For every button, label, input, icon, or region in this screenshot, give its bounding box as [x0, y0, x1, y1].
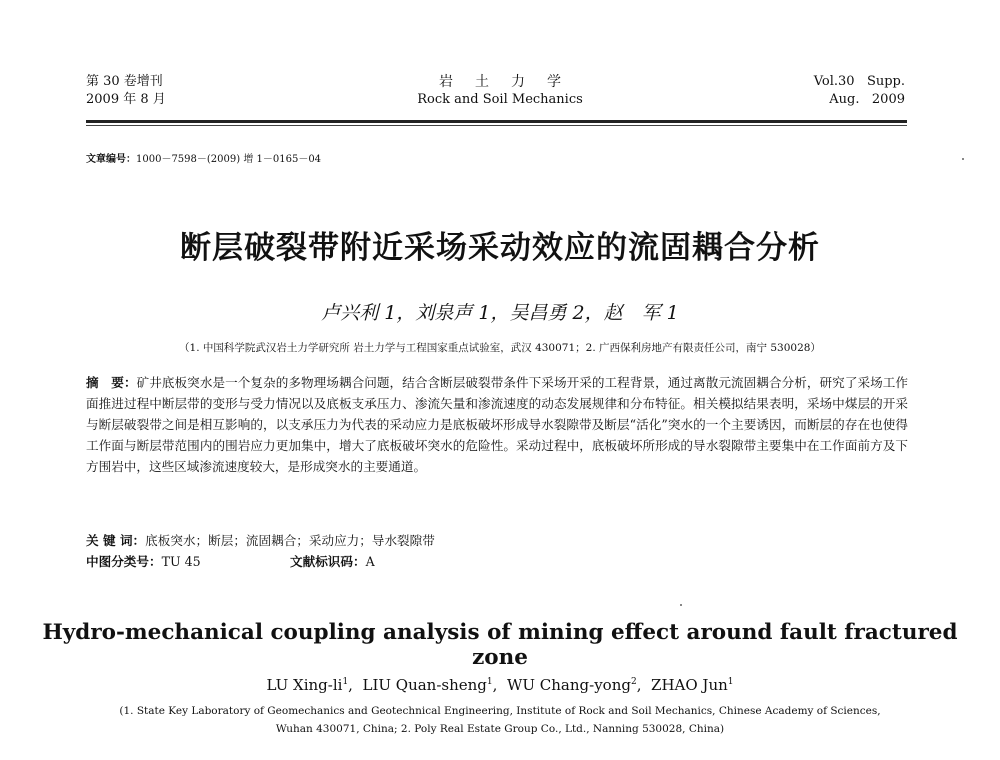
keywords: [86, 530, 435, 551]
volume-en: Vol.30 Supp.: [813, 74, 905, 89]
header-rule-thin: [86, 125, 907, 126]
scan-speck: [962, 158, 964, 160]
volume-cn: 第 30 卷增刊: [86, 74, 163, 89]
date-en: Aug. 2009: [829, 92, 905, 107]
title-cn: 断层破裂带附近采场采动效应的流固耦合分析: [180, 230, 820, 266]
article-number-value: 1000－7598－(2009) 增 1－0165－04: [136, 154, 322, 165]
running-header-center: [380, 73, 620, 109]
author-en: LIU Quan-sheng$^1$,: [362, 676, 507, 694]
affiliation-en-line2: Wuhan 430071, China; 2. Poly Real Estate Group Co., Ltd., Nanning 530028, China): [275, 723, 725, 735]
keywords-text: 底板突水；断层；流固耦合；采动应力；导水裂隙带: [145, 533, 435, 548]
journal-name-cn: 岩土力学: [439, 74, 583, 90]
title-en: Hydro-mechanical coupling analysis of mining effect around fault fractured zone: [42, 620, 958, 670]
authors-cn: 卢兴利 1，刘泉声 1，吴昌勇 2，赵 军 1: [321, 302, 679, 324]
affiliation-cn: （1. 中国科学院武汉岩土力学研究所 岩土力学与工程国家重点试验室，武汉 430071；2. 广西保利房地产有限责任公司，南宁 530028）: [179, 342, 821, 354]
classification-label: 中图分类号：: [86, 554, 162, 569]
affiliation-en-line1: (1. State Key Laboratory of Geomechanics and Geotechnical Engineering, Institute of Rock and Soil Mechanics, Chinese Academy of Sciences,: [119, 705, 881, 717]
scan-speck: [680, 604, 682, 606]
author-en: LU Xing-$li^1$,: [266, 676, 363, 694]
journal-name-en: Rock and Soil Mechanics: [417, 92, 583, 107]
header-rule-thick: [86, 120, 907, 123]
document-code: [290, 551, 375, 572]
article-number: [86, 150, 321, 165]
running-header-left: [86, 73, 166, 109]
document-code-value: A: [365, 554, 375, 569]
abstract-label: 摘 要：: [86, 375, 137, 390]
article-number-label: 文章编号：: [86, 154, 136, 165]
keywords-label: 关 键 词：: [86, 533, 146, 548]
author-en: ZHAO Jun$^1$: [651, 676, 734, 694]
abstract-text: 矿井底板突水是一个复杂的多物理场耦合问题，结合含断层破裂带条件下采场开采的工程背景，通过离散元流固耦合分析，研究了采场工作面推进过程中断层带的变形与受力情况以及底板支承压力、渗流矢量和渗流速度的动态发展规律和分布特征。相关模拟结果表明，采场中煤层的开采与断层破裂带之间是相互影响的，以支承压力为代表的采动应力是底板破坏形成导水裂隙带及断层“活化”突水的一个主要诱因，而断层的存在也使得工作面与断层带范围内的围岩应力更加集中，增大了底板破坏突水的危险性。采动过程中，底板破坏所形成的导水裂隙带主要集中在工作面前方及下方围岩中，这些区域渗流速度较大，是形成突水的主要通道。: [86, 375, 909, 474]
affiliation-en: [60, 702, 940, 738]
abstract: [86, 372, 908, 477]
document-code-label: 文献标识码：: [290, 554, 366, 569]
running-header-right: [814, 73, 905, 109]
author-en: WU Chang-yong$^2$,: [506, 676, 652, 694]
date-cn: 2009 年 8 月: [86, 92, 166, 107]
classification-number: [86, 551, 201, 572]
classification-value: TU 45: [161, 554, 201, 569]
authors-en: [40, 676, 960, 694]
